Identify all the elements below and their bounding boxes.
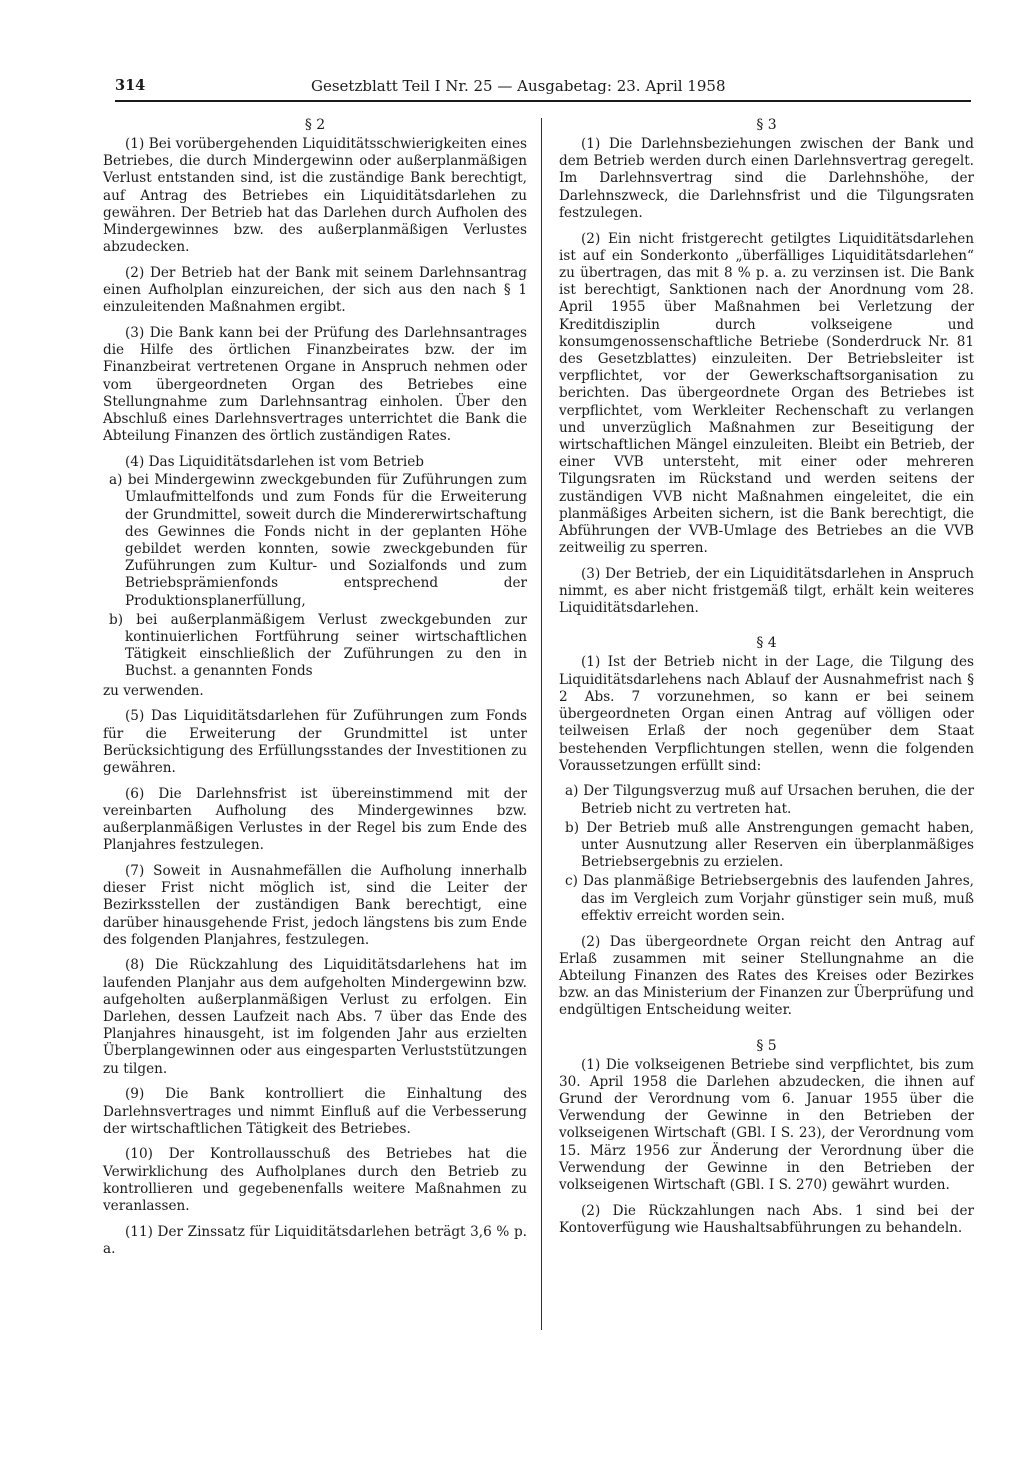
section-heading-5: § 5: [756, 1037, 777, 1054]
list-item-4-a: a) Der Tilgungsverzug muß auf Ursachen beruhen, die der Betrieb nicht zu vertreten hat.: [565, 783, 974, 817]
list-item-2-4-a: a) bei Mindergewinn zweckgebunden für Zuführungen zum Umlaufmittelfonds und zum Fonds für die Erweiterung der Grundmittel, soweit durch die Mindererwirtschaftung des Gewinnes die Fonds nicht in der geplanten Höhe gebildet werden konnten, sowie zweckgebunden für Zuführungen zum Kultur- und Sozialfonds und zum Betriebsprämienfonds entsprechend der Produktionsplanerfüllung,: [109, 472, 527, 609]
paragraph-2-9: (9) Die Bank kontrolliert die Einhaltung des Darlehnsvertrages und nimmt Einfluß auf die Verbesserung der wirtschaftlichen Tätigkeit des Betriebes.: [103, 1086, 527, 1137]
list-item-4-b: b) Der Betrieb muß alle Anstrengungen gemacht haben, unter Ausnutzung aller Reserven ein überplanmäßiges Betriebsergebnis zu erzielen.: [565, 819, 974, 871]
page-header: [115, 76, 971, 102]
section-heading-3: § 3: [756, 117, 777, 133]
list-item-2-4-b: b) bei außerplanmäßigem Verlust zweckgebunden zur kontinuierlichen Fortführung seiner wirtschaftlichen Tätigkeit einschließlich der Zuführungen zu den in Buchst. a genannten Fonds: [109, 611, 527, 680]
list-item-4-c: c) Das planmäßige Betriebsergebnis des laufenden Jahres, das im Vergleich zum Vorjahr günstiger sein muß, muß effektiv erreicht worden sein.: [565, 873, 974, 924]
paragraph-2-4-intro: (4) Das Liquiditätsdarlehen ist vom Betrieb: [125, 453, 424, 470]
paragraph-3-1: (1) Die Darlehnsbeziehungen zwischen der Bank und dem Betrieb werden durch einen Darlehnsvertrag geregelt. Im Darlehnsvertrag sind die Darlehnshöhe, der Darlehnszweck, die Darlehnsfrist und die Tilgungsraten festzulegen.: [559, 136, 974, 221]
section-heading-2: § 2: [304, 117, 326, 133]
paragraph-4-1: (1) Ist der Betrieb nicht in der Lage, die Tilgung des Liquiditätsdarlehens nach Ablauf der Ausnahmefrist nach § 2 Abs. 7 vorzunehmen, so kann er bei seinem übergeordneten Organ einen Antrag auf völligen oder teilweisen Erlaß der noch gegenüber dem Staat bestehenden Verpflichtungen stellen, wenn die folgenden Voraussetzungen erfüllt sind:: [559, 654, 974, 774]
paragraph-2-6: (6) Die Darlehnsfrist ist übereinstimmend mit der vereinbarten Aufholung des Mindergewinnes bzw. außerplanmäßigen Verlustes in der Regel bis zum Ende des Planjahres festzulegen.: [103, 785, 527, 854]
column-divider: [541, 118, 542, 1330]
paragraph-2-4-end: zu verwenden.: [103, 682, 204, 699]
paragraph-2-11: (11) Der Zinssatz für Liquiditätsdarlehen beträgt 3,6 % p. a.: [103, 1223, 527, 1257]
paragraph-3-3: (3) Der Betrieb, der ein Liquiditätsdarlehen in Anspruch nimmt, es aber nicht fristgemäß tilgt, erhält kein weiteres Liquiditätsdarlehen.: [559, 565, 974, 617]
paragraph-5-1: (1) Die volkseigenen Betriebe sind verpflichtet, bis zum 30. April 1958 die Darlehen abzudecken, die ihnen auf Grund der Verordnung vom 6. Januar 1955 über die Verwendung der Gewinne in den Betrieben der volkseigenen Wirtschaft (GBl. I S. 23), der Verordnung vom 15. März 1956 zur Änderung der Verordnung über die Verwendung der Gewinne in den Betrieben der volkseigenen Wirtschaft (GBl. I S. 270) gewährt wurden.: [559, 1056, 974, 1193]
right-column: [559, 117, 974, 1246]
paragraph-2-5: (5) Das Liquiditätsdarlehen für Zuführungen zum Fonds für die Erweiterung der Grundmittel ist unter Berücksichtigung des Erfüllungsstandes der Investitionen zu gewähren.: [103, 708, 527, 776]
paragraph-2-7: (7) Soweit in Ausnahmefällen die Aufholung innerhalb dieser Frist nicht möglich ist, sind die Leiter der Bezirksstellen der zuständigen Bank berechtigt, eine darüber hinausgehende Frist, jedoch längstens bis zum Ende des folgenden Planjahres, festzulegen.: [103, 862, 527, 948]
paragraph-3-2: (2) Ein nicht fristgerecht getilgtes Liquiditätsdarlehen ist auf ein Sonderkonto „überfälliges Liquiditätsdarlehen“ zu übertragen, das mit 8 % p. a. zu verzinsen ist. Die Bank ist berechtigt, Sanktionen nach der Anordnung vom 28. April 1955 über Maßnahmen bei Verletzung der Kreditdisziplin durch volkseigene und konsumgenossenschaftliche Betriebe (Sonderdruck Nr. 81 des Gesetzblattes) einzuleiten. Der Betriebsleiter ist verpflichtet, vor der Gewerkschaftsorganisation zu berichten. Das übergeordnete Organ des Betriebes ist verpflichtet, vom Werkleiter Rechenschaft zu verlangen und unverzüglich Maßnahmen zur Beseitigung der wirtschaftlichen Mängel einzuleiten. Bleibt ein Betrieb, der einer VVB untersteht, mit einer oder mehreren Tilgungsraten im Rückstand und werden seitens der zuständigen VVB nicht Maßnahmen eingeleitet, die ein planmäßiges Arbeiten sichern, ist die Bank berechtigt, die Abführungen der VVB-Umlage des Betriebes an die VVB zeitweilig zu sperren.: [559, 230, 974, 557]
paragraph-2-3: (3) Die Bank kann bei der Prüfung des Darlehnsantrages die Hilfe des örtlichen Finanzbeirates bzw. der im Finanzbeirat vertretenen Organe in Anspruch nehmen oder vom übergeordneten Organ des Betriebes eine Stellungnahme zum Darlehnsantrag einholen. Über den Abschluß eines Darlehnsvertrages unterrichtet die Bank die Abteilung Finanzen des örtlich zuständigen Rates.: [103, 325, 527, 445]
page-number: 314: [115, 77, 146, 94]
paragraph-2-2: (2) Der Betrieb hat der Bank mit seinem Darlehnsantrag einen Aufholplan einzureichen, der sich aus den nach § 1 einzuleitenden Maßnahmen ergibt.: [103, 264, 527, 316]
paragraph-2-8: (8) Die Rückzahlung des Liquiditätsdarlehens hat im laufenden Planjahr aus dem aufgeholten Mindergewinn bzw. aufgeholten außerplanmäßigen Verlust zu erfolgen. Ein Darlehen, dessen Laufzeit nach Abs. 7 über das Ende des Planjahres hinausgeht, ist im folgenden Jahr aus erzielten Überplangewinnen oder aus eingesparten Verluststützungen zu tilgen.: [103, 957, 527, 1077]
paragraph-2-1: (1) Bei vorübergehenden Liquiditätsschwierigkeiten eines Betriebes, die durch Mindergewinn oder außerplanmäßigen Verlust entstanden sind, ist die zuständige Bank berechtigt, auf Antrag des Betriebes ein Liquiditätsdarlehen zu gewähren. Der Betrieb hat das Darlehen durch Aufholen des Mindergewinnes bzw. des außerplanmäßigen Verlustes abzudecken.: [103, 136, 527, 256]
paragraph-4-2: (2) Das übergeordnete Organ reicht den Antrag auf Erlaß zusammen mit seiner Stellungnahme an die Abteilung Finanzen des Rates des Kreises oder Bezirkes bzw. an das Ministerium der Finanzen zur Überprüfung und endgültigen Entscheidung weiter.: [559, 933, 974, 1019]
page-title: Gesetzblatt Teil I Nr. 25 — Ausgabetag: 23. April 1958: [311, 77, 726, 95]
left-column: [103, 117, 527, 1267]
paragraph-2-10: (10) Der Kontrollausschuß des Betriebes hat die Verwirklichung des Aufholplanes durch den Betrieb zu kontrollieren und gegebenenfalls weitere Maßnahmen zu veranlassen.: [103, 1146, 527, 1215]
section-heading-4: § 4: [756, 635, 777, 652]
paragraph-5-2: (2) Die Rückzahlungen nach Abs. 1 sind bei der Kontoverfügung wie Haushaltsabführungen zu behandeln.: [559, 1202, 974, 1236]
